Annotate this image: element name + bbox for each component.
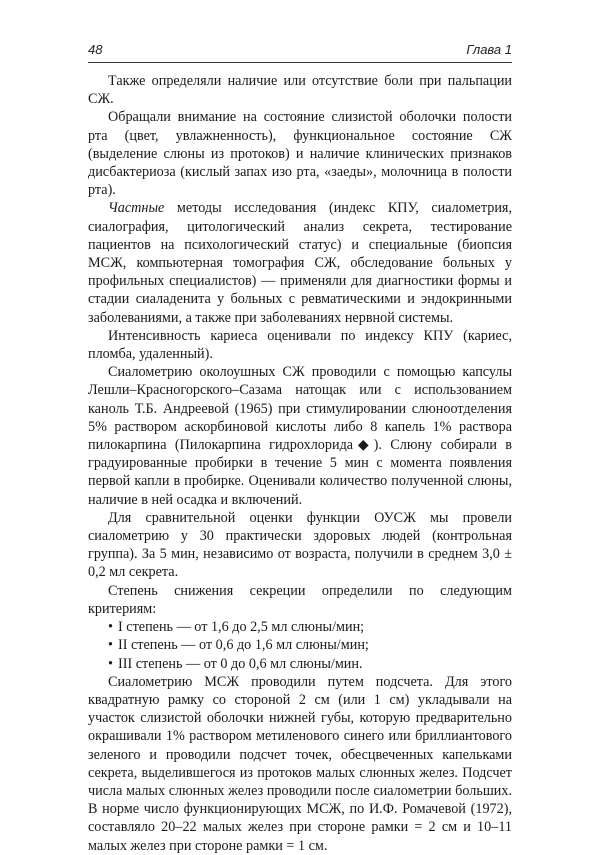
paragraph-methods <box>88 199 512 326</box>
chapter-title: Глава 1 <box>466 42 512 57</box>
bullet-icon: • <box>108 655 113 672</box>
header-rule <box>88 62 512 63</box>
running-head <box>88 42 512 57</box>
paragraph-caries: Интенсивность кариеса оценивали по индексу КПУ (кариес, пломба, удаленный). <box>88 327 512 363</box>
paragraph-pain: Также определяли наличие или отсутствие боли при пальпации СЖ. <box>88 73 512 108</box>
criteria-item <box>88 636 512 654</box>
bullet-icon: • <box>108 619 113 636</box>
paragraph-criteria-intro: Степень снижения секреции определили по следующим критериям: <box>88 582 512 617</box>
criteria-item <box>88 618 512 636</box>
bullet-icon: • <box>108 637 113 654</box>
criteria-text: I степень — от 1,6 до 2,5 мл слюны/мин; <box>118 619 365 636</box>
methods-text: методы исследования (индекс КПУ, сиалометрия, сиалография, цитологический анализ секрета, тестирование пациентов на психологический статус) и специальные (биопсия МСЖ, компьютерная томография СЖ, обследование больных у профильных специалистов) — применяли для диагностики формы и стадии сиаладенита у больных с ревматическими и эндокринными заболеваниями, а также при заболеваниях нервной системы. <box>88 200 512 326</box>
criteria-item <box>88 655 512 673</box>
criteria-text: III степень — от 0 до 0,6 мл слюны/мин. <box>118 655 363 672</box>
criteria-text: II степень — от 0,6 до 1,6 мл слюны/мин; <box>118 637 369 654</box>
paragraph-sialometry: Сиалометрию околоушных СЖ проводили с помощью капсулы Лешли–Красногорского–Сазама натощак или с использованием каноль Т.Б. Андреевой (1965) при стимулировании слюноотделения 5% раствором аскорбиновой кислоты либо 8 капель 1% раствора пилокарпина (Пилокарпина гидрохлорида◆). Слюну собирали в градуированные пробирки в течение 5 мин с момента появления первой капли в пробирке. Оценивали количество полученной слюны, наличие в ней осадка и включений. <box>88 364 512 508</box>
page-number: 48 <box>88 42 103 57</box>
paragraph-control-group: Для сравнительной оценки функции ОУСЖ мы провели сиалометрию у 30 практически здоровых людей (контрольная группа). За 5 мин, независимо от возраста, получили в среднем 3,0 ± 0,2 мл секрета. <box>88 509 512 581</box>
paragraph-minor-glands: Сиалометрию МСЖ проводили путем подсчета. Для этого квадратную рамку со стороной 2 см (или 1 см) укладывали на участок слизистой оболочки нижней губы, которую предварительно окрашивали 1% раствором метиленового синего или бриллиантового зеленого и проводили подсчет точек, обесцвеченных капельками секрета, выделившегося из протоков малых слюнных желез. Подсчет числа малых слюнных желез проводили после сиалометрии больших. В норме число функционирующих МСЖ, по И.Ф. Ромачевой (1972), составляло 20–22 малых желез при стороне рамки = 2 см и 10–11 малых желез при стороне рамки = 1 см. <box>88 673 512 854</box>
methods-lead: Частные <box>108 200 165 217</box>
paragraph-mucosa: Обращали внимание на состояние слизистой оболочки полости рта (цвет, увлажненность), функциональное состояние СЖ (выделение слюны из протоков) и наличие клинических признаков дисбактериоза (кислый запах изо рта, «заеды», молочница в полости рта). <box>88 109 512 199</box>
criteria-list <box>88 618 512 673</box>
page-body <box>88 72 512 855</box>
